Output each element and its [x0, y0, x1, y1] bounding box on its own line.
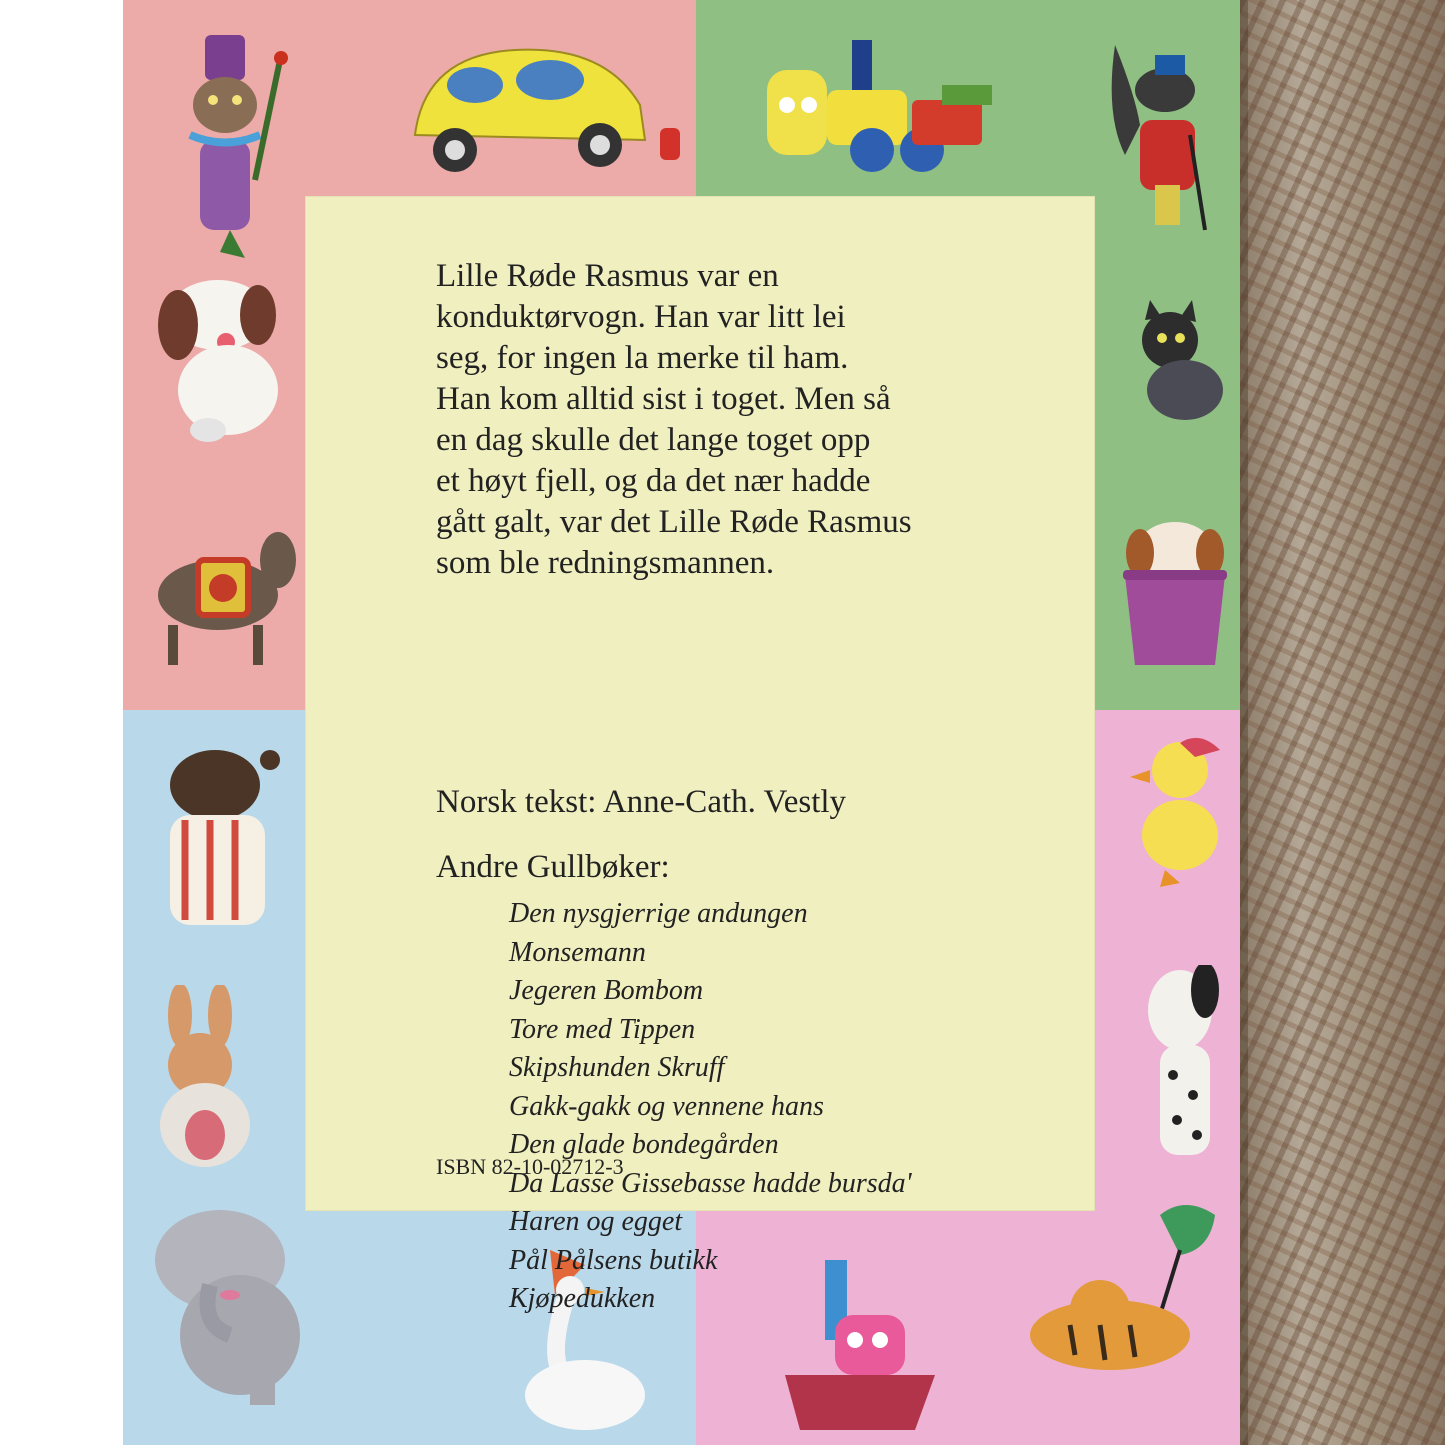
list-item: Monsemann — [509, 936, 646, 968]
tiger-umbrella-illustration — [1010, 1195, 1240, 1410]
translator-credit: Norsk tekst: Anne-Cath. Vestly — [436, 784, 847, 820]
bunny-illustration — [140, 985, 290, 1175]
list-item: Jegeren Bombom — [509, 975, 704, 1006]
list-item: Haren og egget — [509, 1206, 683, 1237]
dalmatian-illustration — [1135, 965, 1235, 1165]
gold-foil-spine — [1240, 0, 1445, 1445]
list-item: Den glade bondegården — [509, 1129, 779, 1160]
other-books-list — [509, 895, 912, 1319]
yellow-train-illustration — [762, 30, 1002, 175]
book-blurb: Lille Røde Rasmus var en konduktørvogn. Han var litt lei seg, for ingen la merke til ham. Han kom alltid sist i toget. Men så en dag skulle det lange toget opp et høyt fjell, og da det nær hadde gått galt, var det Lille Røde Rasmus som ble redningsmannen. — [436, 258, 912, 581]
hydrant-illustration — [660, 128, 680, 160]
bear-pajamas-illustration — [130, 740, 300, 940]
list-item: Gakk-gakk og vennene hans — [509, 1090, 824, 1122]
list-item: Pål Pålsens butikk — [509, 1244, 718, 1276]
elephant-illustration — [140, 1195, 310, 1410]
donkey-illustration — [148, 530, 298, 670]
text-panel — [305, 196, 1095, 1314]
yellow-duckling-illustration — [1125, 725, 1230, 890]
list-item: Da Lasse Gissebasse hadde bursda' — [509, 1167, 912, 1199]
wolf-red-coat-illustration — [1095, 35, 1220, 235]
black-kitten-illustration — [1130, 300, 1230, 430]
list-item: Tore med Tippen — [509, 1013, 696, 1045]
list-item: Den nysgjerrige andungen — [509, 898, 808, 929]
white-puppy-illustration — [148, 270, 298, 445]
cat-painter-illustration — [150, 30, 290, 260]
list-item: Skipshunden Skruff — [509, 1052, 725, 1083]
yellow-car-illustration — [405, 25, 655, 175]
isbn-number: ISBN 82-10-02712-3 — [436, 1154, 624, 1179]
list-item: Kjøpedukken — [509, 1283, 656, 1314]
spine-edge-shadow — [1240, 0, 1248, 1445]
text-panel-content — [436, 196, 1075, 1314]
puppy-in-bucket-illustration — [1115, 515, 1235, 675]
other-books-heading: Andre Gullbøker: — [436, 849, 670, 885]
